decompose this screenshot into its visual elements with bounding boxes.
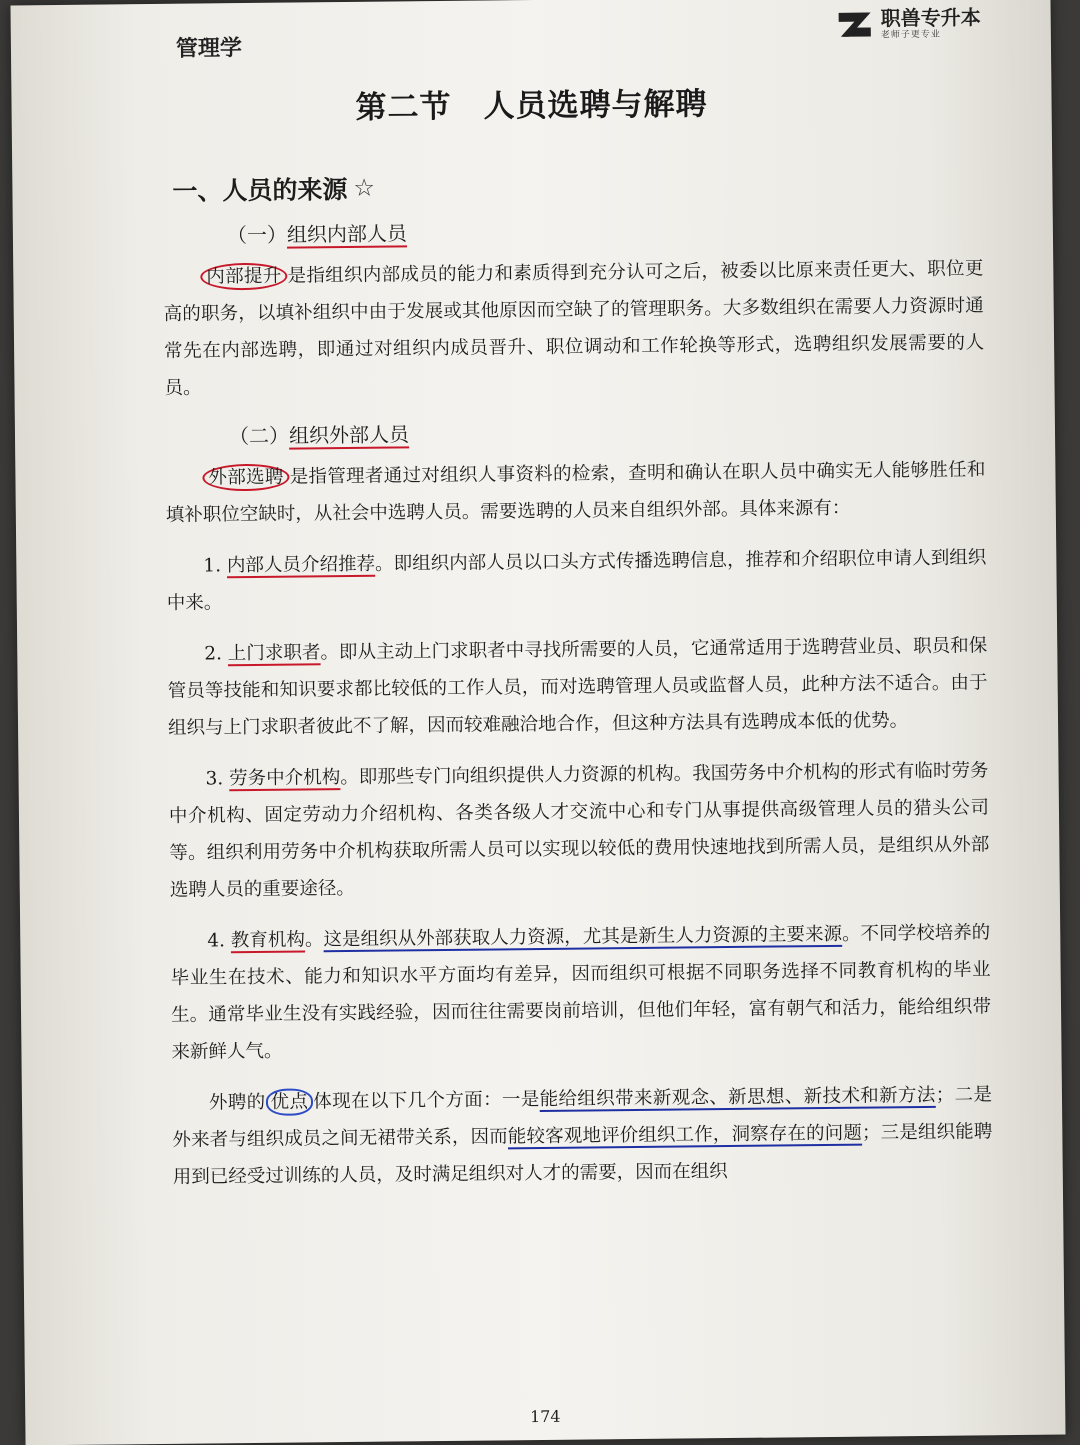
brand-logo [837,7,981,41]
brand-mark-icon [837,9,873,39]
hand-drawn-star-icon: ☆ [353,173,376,202]
subheading-internal-prefix: （一） [226,222,288,248]
list-item-3: 3. 劳务中介机构。即那些专门向组织提供人力资源的机构。我国劳务中介机构的形式有临时劳务中介机构、固定劳动力介绍机构、各类各级人才交流中心和专门从事提供高级管理人员的猎头公司等。组织利用劳务中介机构获取所需人员可以实现以较低的费用快速地找到所需人员，是组织从外部选聘人员的重要途径。 [168,760,990,901]
section-title: 第二节 人员选聘与解聘 [355,86,708,126]
subheading-internal [227,211,983,248]
page-content [162,163,993,1210]
advantage-point-1: 能给组织带来新观念、新思想、新技术和新方法 [539,1084,936,1111]
paragraph-internal-promotion-text: 是指组织内部成员的能力和素质得到充分认可之后，被委以比原来责任更大、职位更高的职务，以填补组织中由于发展或其他原因而空缺了的管理职务。大多数组织在需要人力资源时通常先在内部选聘，即通过对组织内成员晋升、职位调动和工作轮换等形式，选聘组织发展需要的人员。 [163,258,985,399]
subheading-external-title: 组织外部人员 [288,422,410,448]
paragraph-external-selection [165,451,986,534]
list-item-2-term: 上门求职者 [227,642,321,665]
brand-slogan: 老师子更专业 [880,29,941,41]
list-item-4-term: 教育机构 [230,929,306,952]
list-item-1-term: 内部人员介绍推荐 [226,553,376,577]
list-item-2-text: 。即从主动上门求职者中寻找所需要的人员，它通常适用于选聘营业员、职员和保管员等技能和知识要求都比较低的工作人员，而对选聘管理人员或监督人员，此种方法不适合。由于组织与上门求职者彼此不了解，因而较难融洽地合作，但这种方法具有选聘成本低的优势。 [167,635,988,739]
list-item-1: 1. 内部人员介绍推荐。即组织内部人员以口头方式传播选聘信息，推荐和介绍职位申请人到组织中来。 [166,547,987,614]
heading-sources-text: 一、人员的来源 [172,174,348,206]
book-page [10,0,1065,1445]
term-external-selection: 外部选聘 [202,464,290,492]
list-item-3-term: 劳务中介机构 [229,767,341,790]
list-item-4-highlight: 这是组织从外部获取人力资源，尤其是新生人力资源的主要来源 [323,923,843,951]
paragraph-internal-promotion [163,250,985,407]
brand-name: 职兽专升本 [880,5,981,31]
paragraph-external-selection-text: 是指管理者通过对组织人事资料的检索，查明和确认在职人员中确实无人能够胜任和填补职位空缺时，从社会中选聘人员。需要选聘的人员来自组织外部。具体来源有： [165,459,986,526]
page-number: 174 [529,1406,561,1427]
advantage-point-2: 能较客观地评价组织工作，洞察存在的问题 [507,1122,863,1148]
heading-sources [172,163,982,207]
term-advantages: 优点 [265,1088,313,1115]
list-item-2: 2. 上门求职者。即从主动上门求职者中寻找所需要的人员，它通常适用于选聘营业员、职员和保管员等技能和知识要求都比较低的工作人员，而对选聘管理人员或监督人员，此种方法不适合。由于组织与上门求职者彼此不了解，因而较难融洽地合作，但这种方法具有选聘成本低的优势。 [167,635,988,739]
list-item-1-text: 。即组织内部人员以口头方式传播选聘信息，推荐和介绍职位申请人到组织中来。 [166,547,987,614]
list-item-4: 4. 教育机构。这是组织从外部获取人力资源，尤其是新生人力资源的主要来源。不同学校培养的毕业生在技术、能力和知识水平方面均有差异，因而组织可根据不同职务选择不同教育机构的毕业生。通常毕业生没有实践经验，因而往往需要岗前培训，但他们年轻，富有朝气和活力，能给组织带来新鲜人气。 [170,922,992,1063]
list-item-4-text: 。不同学校培养的毕业生在技术、能力和知识水平方面均有差异，因而组织可根据不同职务选择不同教育机构的毕业生。通常毕业生没有实践经验，因而往往需要岗前培训，但他们年轻，富有朝气和活力，能给组织带来新鲜人气。 [170,922,992,1063]
subheading-internal-title: 组织内部人员 [286,221,408,247]
subject-header: 管理学 [175,36,243,62]
term-internal-promotion: 内部提升 [200,263,288,291]
paragraph-advantages: 外聘的 优点 体现在以下几个方面：一是能给组织带来新观念、新思想、新技术和新方法；二是外来者与组织成员之间无裙带关系，因而能较客观地评价组织工作，洞察存在的问题；三是组织能聘用到已经受过训练的人员，及时满足组织对人才的需要，因而在组织 [172,1084,993,1188]
subheading-external [229,412,985,449]
list-item-3-text: 。即那些专门向组织提供人力资源的机构。我国劳务中介机构的形式有临时劳务中介机构、固定劳动力介绍机构、各类各级人才交流中心和专门从事提供高级管理人员的猎头公司等。组织利用劳务中介机构获取所需人员可以实现以较低的费用快速地找到所需人员，是组织从外部选聘人员的重要途径。 [168,760,990,901]
subheading-external-prefix: （二） [228,423,290,449]
